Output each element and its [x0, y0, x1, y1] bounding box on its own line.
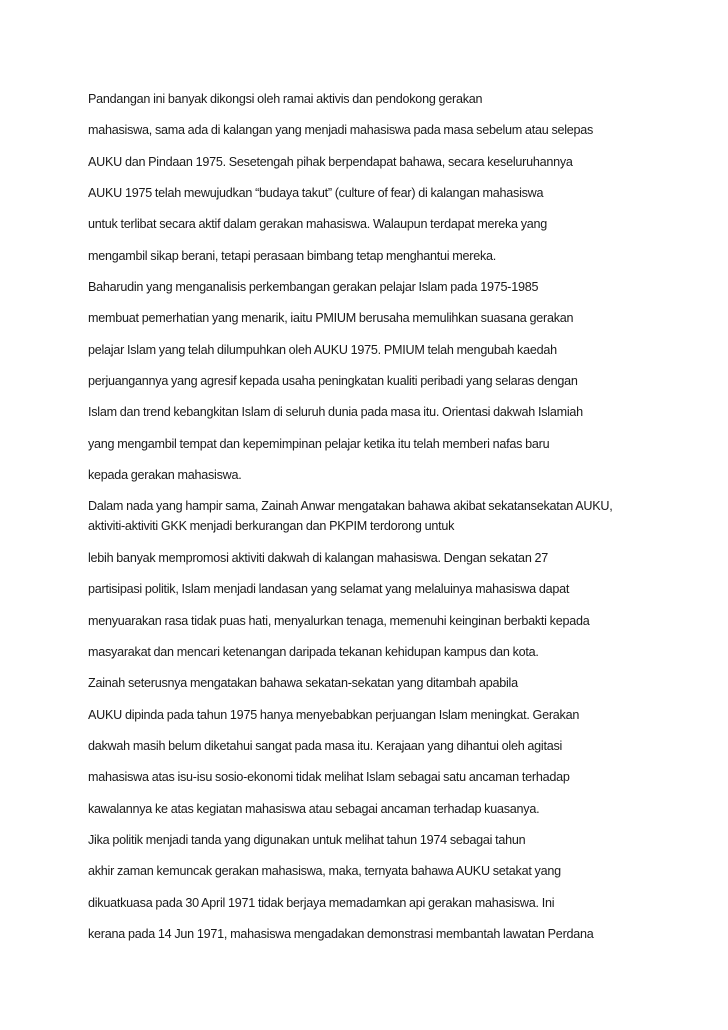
- text-line-14: Dalam nada yang hampir sama, Zainah Anwar mengatakan bahawa akibat sekatansekatan AUKU,: [88, 499, 613, 514]
- text-line-12: yang mengambil tempat dan kepemimpinan pelajar ketika itu telah memberi nafas baru: [88, 436, 550, 451]
- text-line-20: Zainah seterusnya mengatakan bahawa sekatan-sekatan yang ditambah apabila: [88, 676, 518, 691]
- text-line-23: mahasiswa atas isu-isu sosio-ekonomi tidak melihat Islam sebagai satu ancaman terhadap: [88, 770, 570, 785]
- text-line-28: kerana pada 14 Jun 1971, mahasiswa mengadakan demonstrasi membantah lawatan Perdana: [88, 926, 594, 941]
- text-line-5: untuk terlibat secara aktif dalam gerakan mahasiswa. Walaupun terdapat mereka yang: [88, 217, 548, 232]
- text-line-4: AUKU 1975 telah mewujudkan “budaya takut” (culture of fear) di kalangan mahasiswa: [88, 186, 544, 201]
- text-line-25: Jika politik menjadi tanda yang digunakan untuk melihat tahun 1974 sebagai tahun: [88, 832, 526, 847]
- text-line-26: akhir zaman kemuncak gerakan mahasiswa, maka, ternyata bahawa AUKU setakat yang: [88, 864, 561, 879]
- text-line-2: mahasiswa, sama ada di kalangan yang menjadi mahasiswa pada masa sebelum atau selepas: [88, 123, 594, 138]
- text-line-9: pelajar Islam yang telah dilumpuhkan oleh AUKU 1975. PMIUM telah mengubah kaedah: [88, 342, 557, 357]
- text-line-10: perjuangannya yang agresif kepada usaha peningkatan kualiti peribadi yang selaras dengan: [88, 374, 578, 389]
- text-line-27: dikuatkuasa pada 30 April 1971 tidak berjaya memadamkan api gerakan mahasiswa. Ini: [88, 895, 555, 910]
- text-line-11: Islam dan trend kebangkitan Islam di seluruh dunia pada masa itu. Orientasi dakwah Islamiah: [88, 405, 583, 420]
- text-line-6: mengambil sikap berani, tetapi perasaan bimbang tetap menghantui mereka.: [88, 248, 497, 263]
- text-line-22: dakwah masih belum diketahui sangat pada masa itu. Kerajaan yang dihantui oleh agitasi: [88, 738, 563, 753]
- text-line-17: partisipasi politik, Islam menjadi landasan yang selamat yang melaluinya mahasiswa dapat: [88, 582, 570, 597]
- text-line-8: membuat pemerhatian yang menarik, iaitu PMIUM berusaha memulihkan suasana gerakan: [88, 311, 574, 326]
- document-body-text: [88, 91, 720, 957]
- text-line-24: kawalannya ke atas kegiatan mahasiswa atau sebagai ancaman terhadap kuasanya.: [88, 801, 540, 816]
- text-line-21: AUKU dipinda pada tahun 1975 hanya menyebabkan perjuangan Islam meningkat. Gerakan: [88, 707, 580, 722]
- text-line-3: AUKU dan Pindaan 1975. Sesetengah pihak berpendapat bahawa, secara keseluruhannya: [88, 154, 573, 169]
- text-line-13: kepada gerakan mahasiswa.: [88, 468, 242, 483]
- text-line-1: Pandangan ini banyak dikongsi oleh ramai aktivis dan pendokong gerakan: [88, 92, 483, 106]
- text-line-19: masyarakat dan mencari ketenangan daripada tekanan kehidupan kampus dan kota.: [88, 644, 539, 659]
- text-line-15: aktiviti-aktiviti GKK menjadi berkurangan dan PKPIM terdorong untuk: [88, 519, 455, 534]
- text-line-16: lebih banyak mempromosi aktiviti dakwah di kalangan mahasiswa. Dengan sekatan 27: [88, 550, 549, 565]
- text-line-7: Baharudin yang menganalisis perkembangan gerakan pelajar Islam pada 1975-1985: [88, 280, 539, 295]
- text-line-18: menyuarakan rasa tidak puas hati, menyalurkan tenaga, memenuhi keinginan berbakti kepada: [88, 613, 590, 628]
